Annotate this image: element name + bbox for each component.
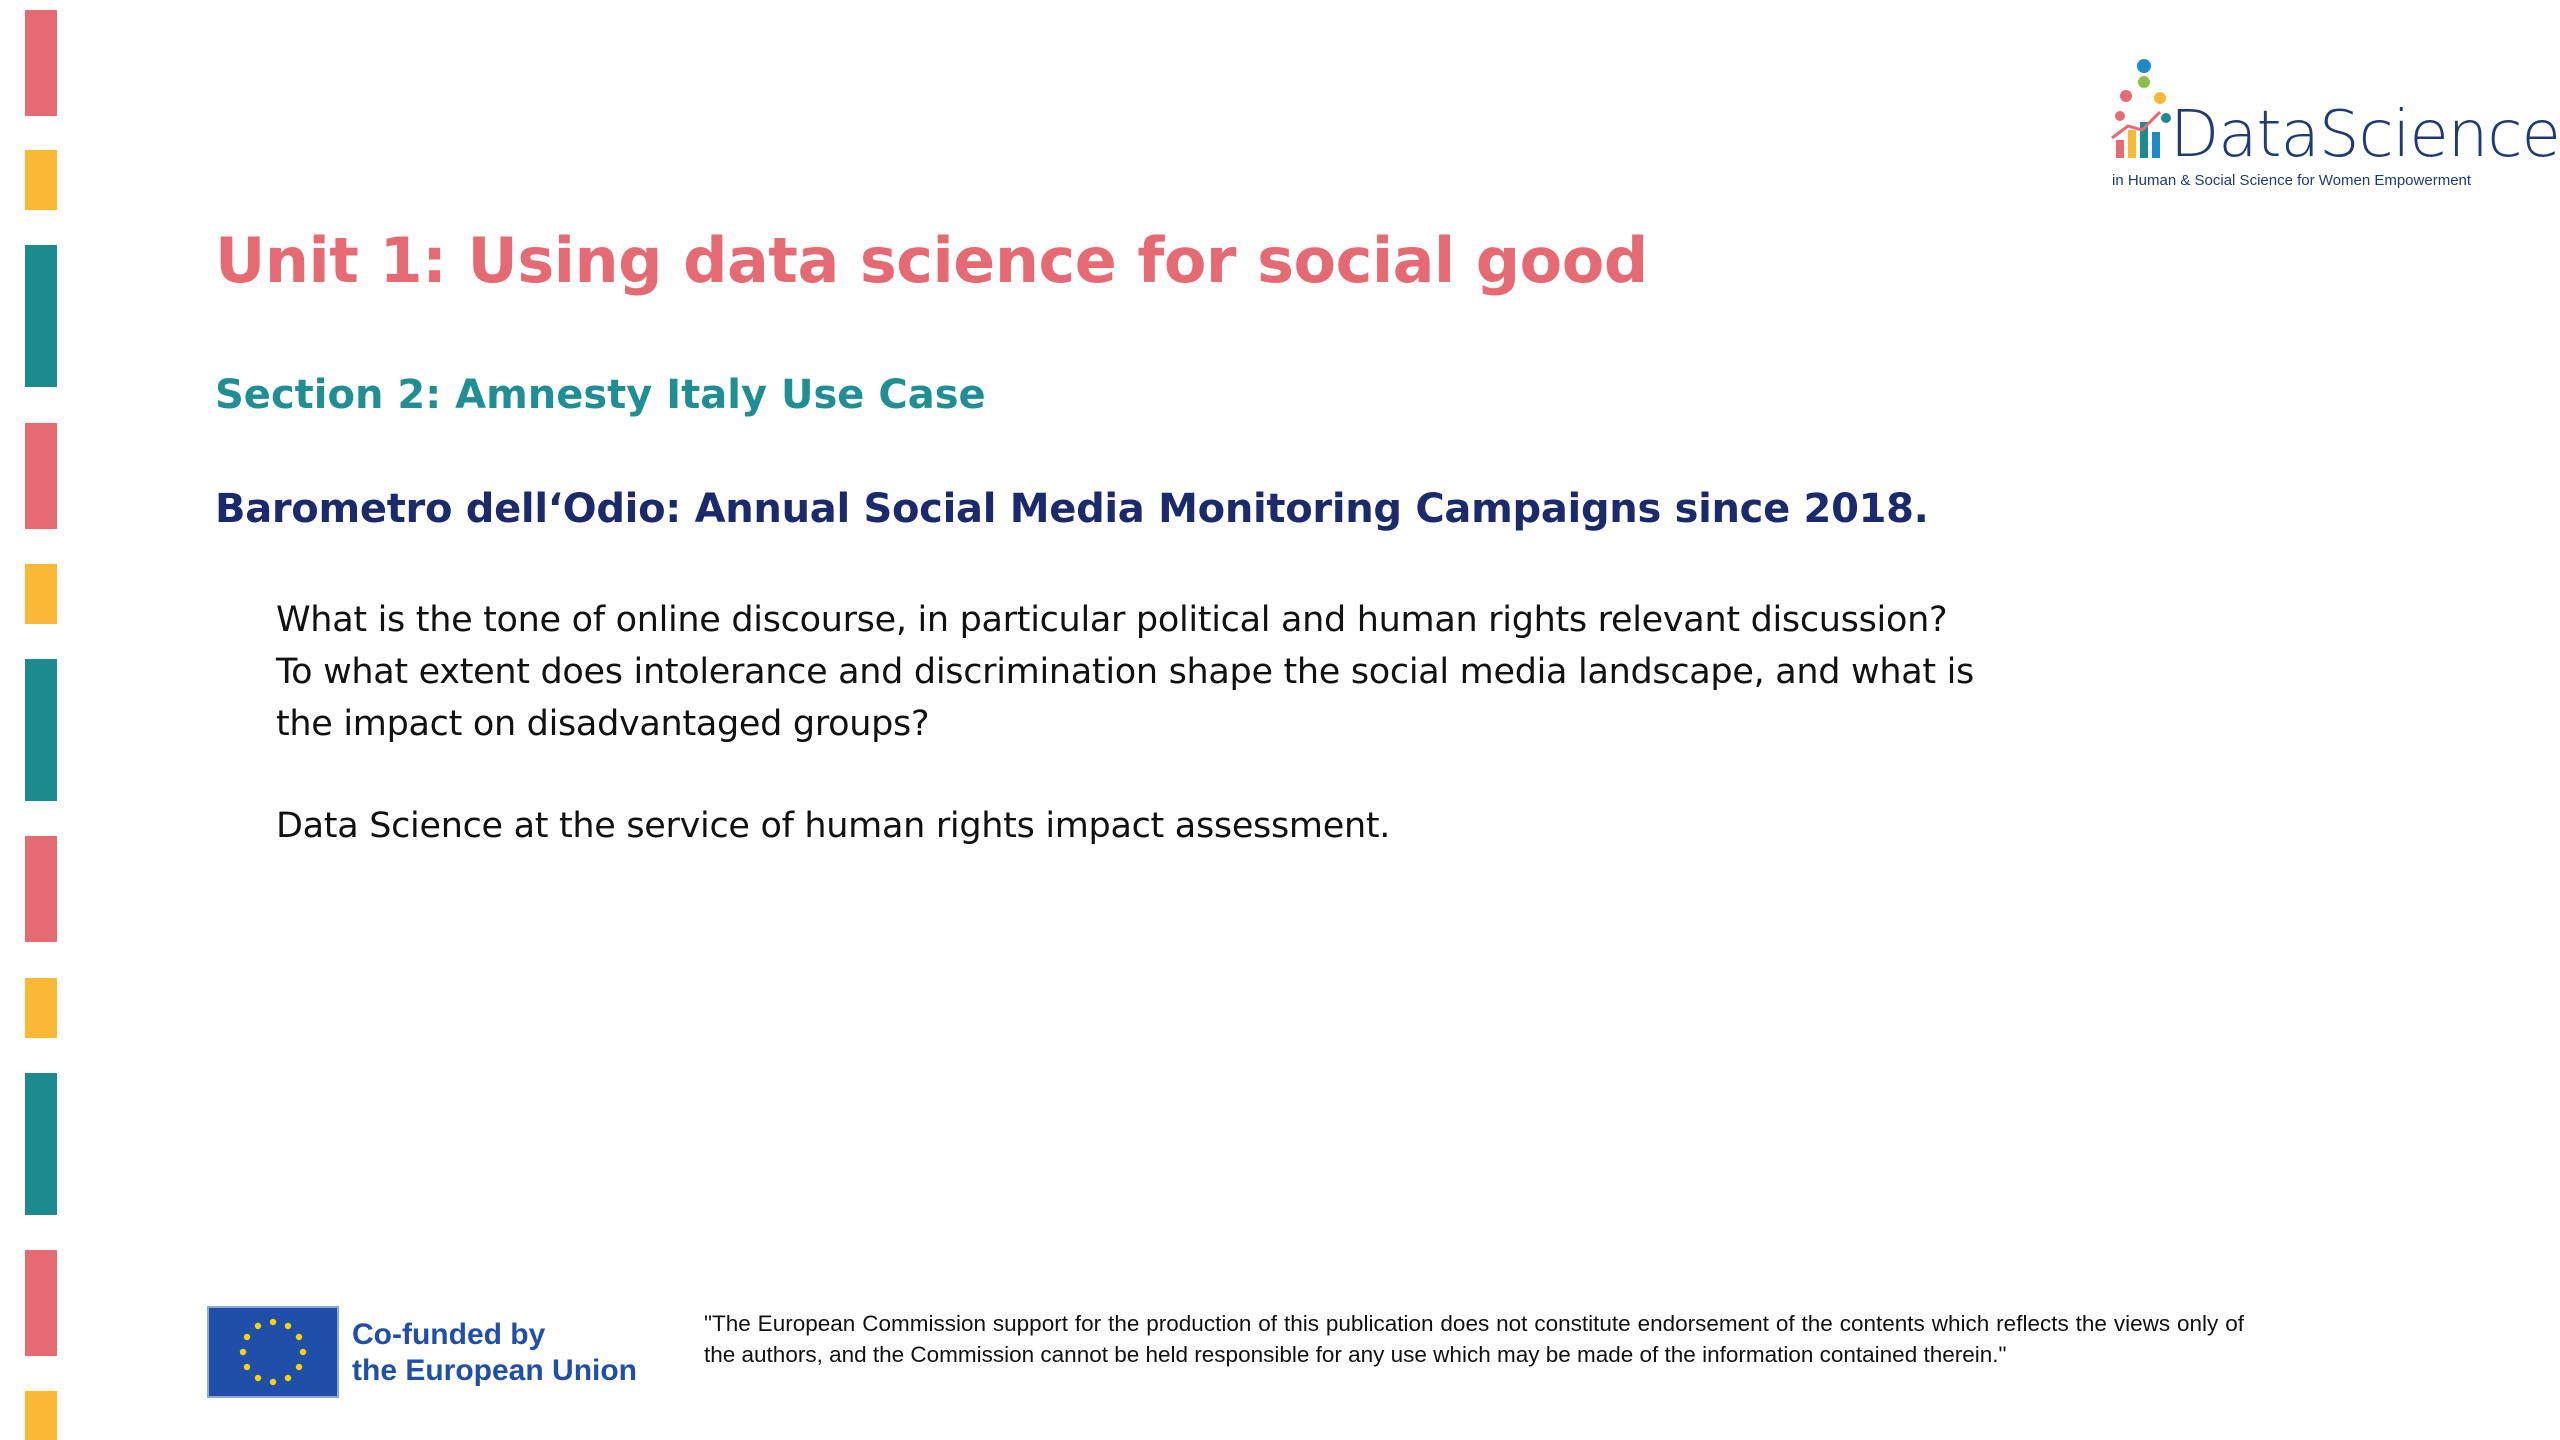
stripe-yellow-2: [25, 564, 57, 624]
campaign-heading: Barometro dell‘Odio: Annual Social Media Monitoring Campaigns since 2018.: [215, 486, 1929, 532]
stripe-yellow-4: [25, 1391, 57, 1440]
slide-title: Unit 1: Using data science for social good: [215, 224, 1648, 297]
eu-cofunded-line2: the European Union: [352, 1354, 637, 1387]
stripe-red-4: [25, 1250, 57, 1356]
stripe-yellow-1: [25, 150, 57, 210]
stripe-red-1: [25, 10, 57, 116]
logo-tagline: in Human & Social Science for Women Empowerment: [2112, 172, 2472, 189]
body-line-4: Data Science at the service of human rights impact assessment.: [276, 806, 1391, 846]
section-heading: Section 2: Amnesty Italy Use Case: [215, 372, 986, 418]
eu-flag-icon: [207, 1306, 339, 1398]
stripe-teal-2: [25, 659, 57, 801]
datascience-logo: [2108, 56, 2560, 196]
body-line-3: the impact on disadvantaged groups?: [276, 704, 930, 744]
eu-disclaimer: "The European Commission support for the production of this publication does not constitute endorsement of the contents which reflects the views only of the authors, and the Commission cannot be held responsible for any use which may be made of the information contained therein.": [704, 1311, 2244, 1367]
logo-wordmark: DataScience: [2170, 98, 2560, 172]
stripe-teal-3: [25, 1073, 57, 1215]
stripe-teal-1: [25, 245, 57, 387]
stripe-yellow-3: [25, 978, 57, 1038]
stripe-red-2: [25, 423, 57, 529]
body-line-1: What is the tone of online discourse, in particular political and human rights relevant discussion?: [276, 600, 1948, 640]
stripe-red-3: [25, 836, 57, 942]
body-line-2: To what extent does intolerance and discrimination shape the social media landscape, and what is: [276, 652, 1974, 692]
eu-cofunded-line1: Co-funded by: [352, 1318, 546, 1351]
